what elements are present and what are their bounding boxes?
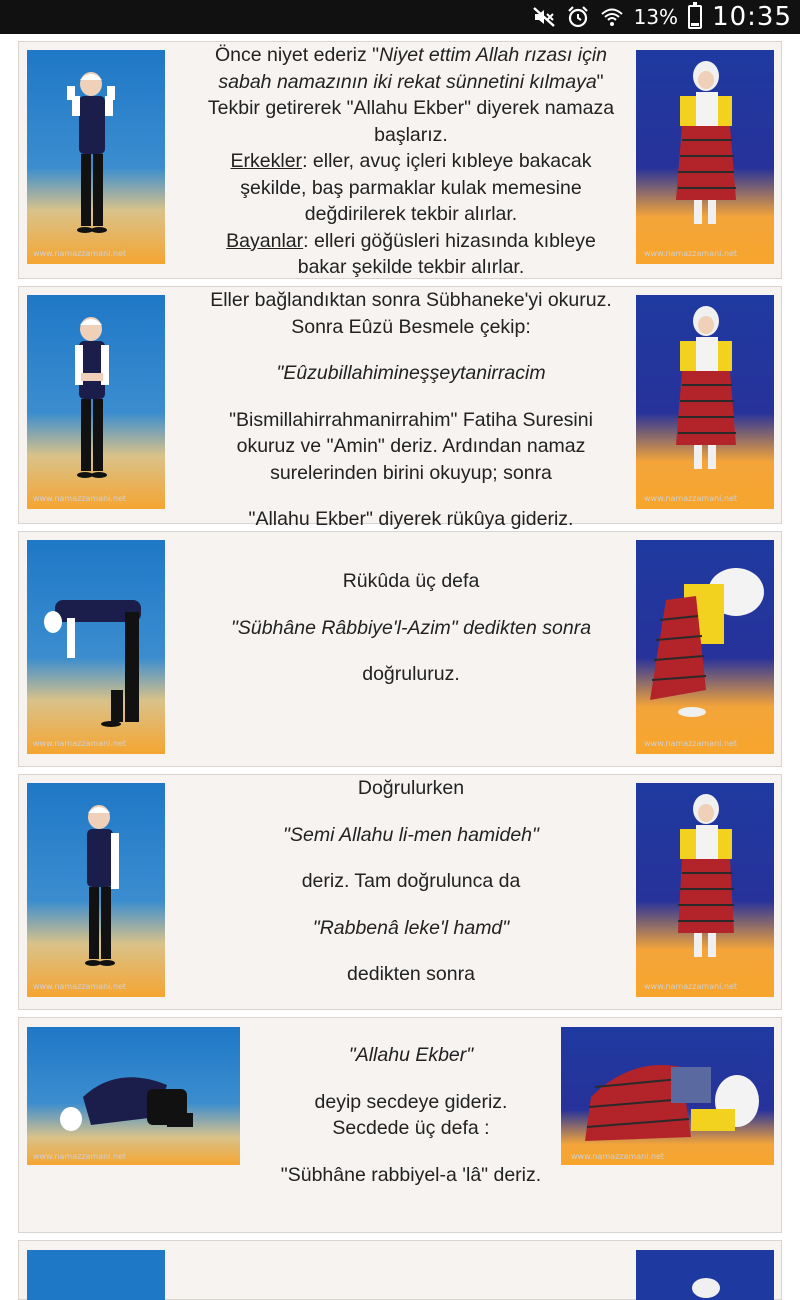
girl-standing-up-image — [636, 783, 774, 997]
clock: 10:35 — [712, 2, 792, 32]
girl-sujud-image — [561, 1027, 774, 1165]
girl-standing-image — [636, 295, 774, 509]
wifi-icon — [600, 5, 624, 29]
step-text: "Allahu Ekber" deyip secdeye gideriz. Secdede üç defa : "Sübhâne rabbiyel-a 'lâ" deriz. — [280, 1044, 542, 1186]
men-label: Erkekler — [230, 150, 303, 172]
girl-next-image — [636, 1250, 774, 1300]
watermark: www.namazzamani.net — [644, 739, 738, 748]
watermark: www.namazzamani.net — [33, 982, 127, 991]
watermark: www.namazzamani.net — [644, 982, 738, 991]
boy-standing-up-image — [27, 783, 165, 997]
step-card-opening-takbir — [18, 41, 782, 279]
boy-standing-image — [27, 295, 165, 509]
step-text: Rükûda üç defa "Sübhâne Râbbiye'l-Azim" dedikten sonra doğruluruz. — [230, 570, 592, 685]
boy-next-image — [27, 1250, 165, 1300]
mute-icon — [532, 5, 556, 29]
boy-ruku-image — [27, 540, 165, 754]
step-card-ruku — [18, 531, 782, 767]
watermark: www.namazzamani.net — [644, 249, 738, 258]
status-bar — [0, 0, 800, 34]
girl-ruku-image — [636, 540, 774, 754]
step-text: Eller bağlandıktan sonra Sübhaneke'yi okuruz. Sonra Eûzü Besmele çekip: "Eûzubillahimineşşeytanirracim "Bismillahirrahmanirrahim" Fatiha Suresini okuruz ve "Amin" deriz. Ardından namaz surelerinden birini okuyup; sonra "Allahu Ekber" diyerek rükûya gideriz. — [210, 289, 612, 530]
watermark: www.namazzamani.net — [33, 249, 127, 258]
watermark: www.namazzamani.net — [33, 494, 127, 503]
girl-takbir-image — [636, 50, 774, 264]
step-card-next — [18, 1240, 782, 1300]
step-card-sujud — [18, 1017, 782, 1233]
step-card-standing-up — [18, 774, 782, 1010]
battery-icon — [688, 5, 702, 29]
step-text: Önce niyet ederiz "Niyet ettim Allah rızası için sabah namazının iki rekat sünnetini kılmaya" Tekbir getirerek "Allahu Ekber" diyerek namaza başlarız. Erkekler: eller, avuç içleri kıbleye bakacak şekilde, baş parmaklar kulak memesine değdirilerek tekbir alırlar. Bayanlar: elleri göğüsleri hizasında kıbleye bakar şekilde tekbir alırlar. — [207, 44, 615, 278]
alarm-icon — [566, 5, 590, 29]
watermark: www.namazzamani.net — [644, 494, 738, 503]
step-text: Doğrulurken "Semi Allahu li-men hamideh" deriz. Tam doğrulunca da "Rabbenâ leke'l hamd" dedikten sonra — [283, 777, 539, 985]
watermark: www.namazzamani.net — [33, 739, 127, 748]
battery-percent: 13% — [633, 5, 679, 29]
step-card-recitation — [18, 286, 782, 530]
watermark: www.namazzamani.net — [33, 1152, 127, 1161]
watermark: www.namazzamani.net — [571, 1152, 665, 1161]
boy-sujud-image — [27, 1027, 240, 1165]
boy-takbir-image — [27, 50, 165, 264]
women-label: Bayanlar — [226, 229, 304, 252]
